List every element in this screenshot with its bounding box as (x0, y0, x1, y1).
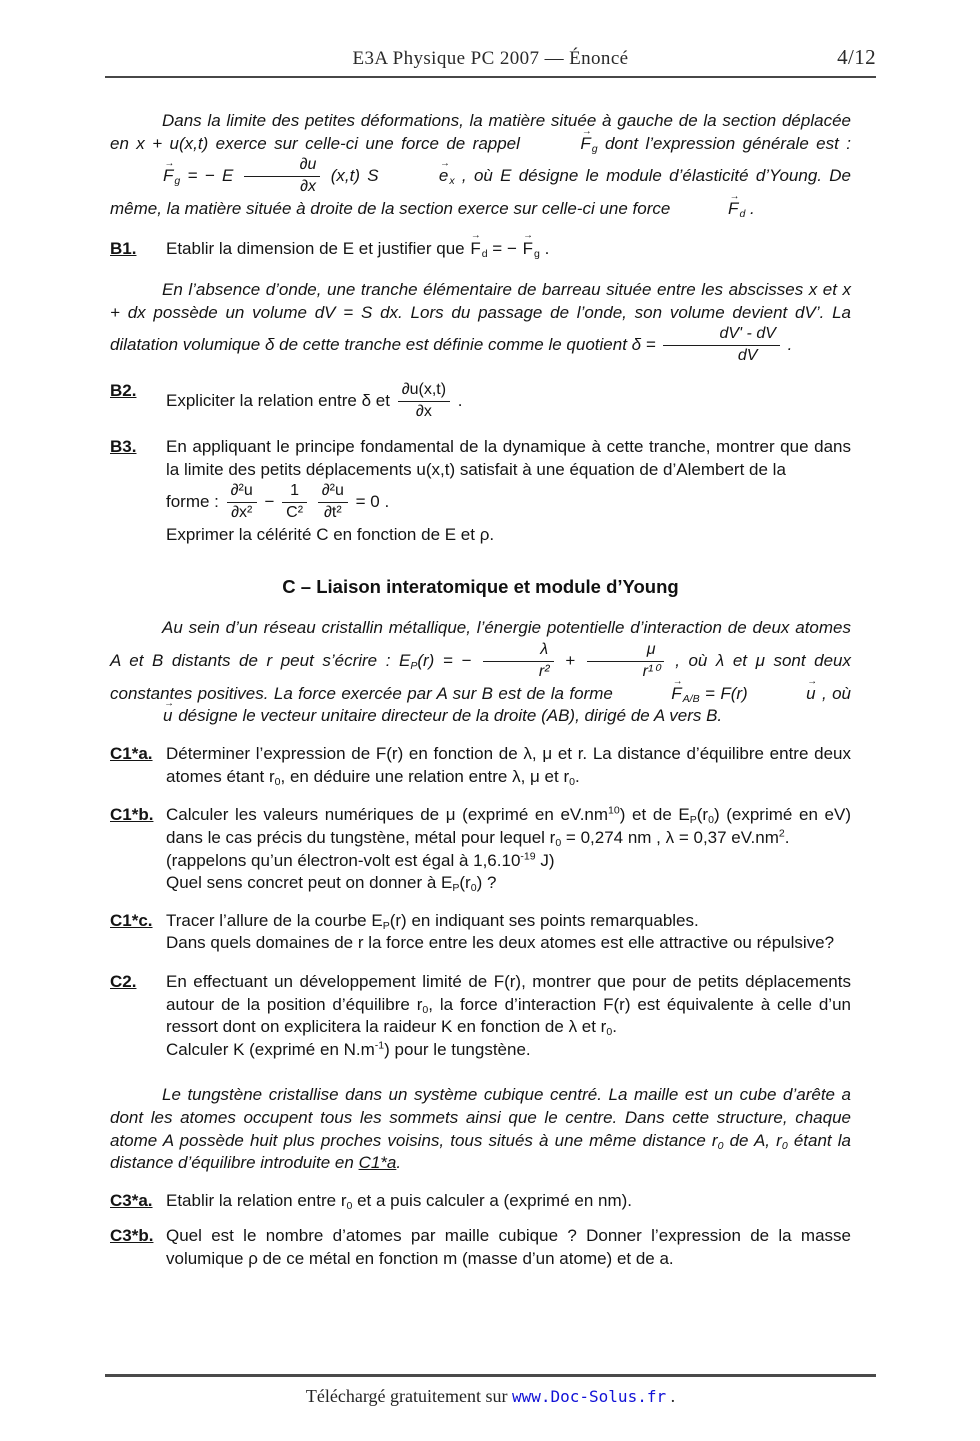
question-c3b (110, 1225, 851, 1270)
intro-elasticity-paragraph: Dans la limite des petites déformations, la matière située à gauche de la section déplacée en x + u(x,t) exerce sur celle-ci une force de rappel $F \to_g$ dont l’expression générale est : $F \to_g$ = − E $\frac{\partial u}{\partial x}$ (x,t) S $e \to_x$ , où E désigne le module d’élasticité d’Young. De même, la matière située à droite de la section exerce sur celle-ci une force $F \to_d$ . (110, 110, 851, 221)
question-c1b (110, 804, 851, 894)
question-body (166, 436, 851, 547)
document-body (110, 88, 851, 1271)
page-header (105, 0, 876, 78)
question-text: Déterminer l’expression de F(r) en fonction de λ, μ et r. La distance d’équilibre entre deux atomes étant $r_0$, en déduire une relation entre λ, μ et $r_0$. (166, 744, 851, 788)
section-c-heading: C – Liaison interatomique et module d’Young (282, 576, 679, 598)
question-b2 (110, 380, 851, 423)
question-body (166, 238, 851, 261)
question-c1a (110, 743, 851, 788)
question-c2 (110, 971, 851, 1061)
question-text: Tracer l’allure de la courbe $E_P(r)$ en indiquant ses points remarquables. (166, 910, 699, 932)
footer-note (105, 1377, 876, 1407)
question-text: Etablir la dimension de E et justifier que $F \to_d$ = − $F \to_g$ . (166, 238, 851, 261)
tungsten-lattice-paragraph: Le tungstène cristallise dans un système cubique centré. La maille est un cube d’arête a dont les atomes occupent tous les sommets ainsi que le centre. Dans cette structure, chaque atome A possède huit plus proches voisins, tous situés à une même distance $r_0$ de A, $r_0$ étant la distance d’équilibre introduite en C1*a. (110, 1085, 851, 1173)
question-text: En appliquant le principe fondamental de la dynamique à cette tranche, montrer que dans la limite des petits déplacements u(x,t) satisfait à une équation de d’Alembert de la (166, 436, 851, 479)
question-label: C1*a. (110, 744, 153, 764)
question-equation: forme : $\frac{\text{∂²u}}{\text{∂x²}}$ − $\frac{1}{\text{C²}}$ $\frac{\text{∂²u}}{\text{∂t²}}$ = 0 . (166, 482, 390, 521)
question-body (166, 971, 851, 1061)
header-rule (105, 76, 876, 78)
question-b1 (110, 238, 851, 261)
question-text: Dans quels domaines de r la force entre les deux atomes est elle attractive ou répulsive? (166, 933, 835, 953)
question-body (166, 1190, 851, 1213)
question-body (166, 380, 851, 423)
question-text: Calculer les valeurs numériques de μ (exprimé en $eV.nm^{10}$) et de $E_P(r_0)$ (exprimé en eV) dans le cas précis du tungstène, métal pour lequel $r_0 = 0,274$ nm , λ = 0,37 $eV.nm^2$. (166, 804, 851, 850)
volume-dilatation-paragraph: En l’absence d’onde, une tranche élémentaire de barreau située entre les abscisses x et x + dx possède un volume dV = S dx. Lors du passage de l’onde, son volume devient dV’. La dilatation volumique δ de cette tranche est définie comme le quotient δ = $\frac{dV' - dV}{dV}$ . (110, 280, 851, 365)
header-title: E3A Physique PC 2007 — Énoncé (352, 48, 629, 69)
question-text: (rappelons qu’un électron-volt est égal à $1,6.10^{-19}$ J) (166, 849, 555, 870)
question-text: Exprimer la célérité C en fonction de E et ρ. (166, 524, 495, 544)
interatomic-energy-paragraph: Au sein d’un réseau cristallin métallique, l’énergie potentielle d’interaction de deux atomes A et B distants de r peut s’écrire : $E_P(r)$ = − $\frac{\lambda}{\text{r²}}$ + $\frac{\mu}{\text{r¹⁰}}$ , où λ et μ sont deux constantes positives. La force exercée par A sur B est de la forme $F \to_{A/B} = F(r) u$ → , où u → désigne le vecteur unitaire directeur de la droite (AB), dirigé de A vers B. (110, 617, 851, 728)
question-c3a (110, 1190, 851, 1213)
doc-solus-link[interactable]: www.Doc-Solus.fr (511, 1387, 667, 1406)
question-text: Expliciter la relation entre δ et $\frac{\partial u(x,t)}{\partial x}$ . (166, 381, 463, 421)
question-label: C2. (110, 971, 137, 991)
question-text: En effectuant un développement limité de F(r), montrer que pour de petits déplacements autour de la position d’équilibre $r_0$, la force d’interaction F(r) est équivalente à celle d’un ressort dont on explicitera la raideur K en fonction de λ et $r_0$. (166, 971, 851, 1039)
question-label: C3*a. (110, 1190, 153, 1210)
header-row (105, 0, 876, 70)
footer-prefix: Téléchargé gratuitement sur (305, 1386, 512, 1406)
question-label: C1*c. (110, 910, 153, 930)
question-text: Quel sens concret peut on donner à $E_P(r_0)$ ? (166, 873, 497, 895)
question-label: C1*b. (110, 805, 154, 825)
question-b3 (110, 436, 851, 547)
question-text: Calculer K (exprimé en $N.m^{-1}$) pour le tungstène. (166, 1039, 531, 1059)
question-text: Quel est le nombre d’atomes par maille cubique ? Donner l’expression de la masse volumique ρ de ce métal en fonction m (masse d’un atome) et de a. (166, 1226, 851, 1269)
question-body (166, 743, 851, 788)
page-number: 4/12 (837, 45, 876, 69)
footer-suffix: . (666, 1386, 676, 1406)
question-label: B1. (110, 238, 137, 258)
question-label: B3. (110, 436, 137, 456)
question-label: B2. (110, 381, 137, 401)
question-body (166, 1225, 851, 1270)
page-footer (105, 1374, 876, 1407)
question-body (166, 910, 851, 955)
question-label: C3*b. (110, 1226, 154, 1246)
question-c1c (110, 910, 851, 955)
question-text: Etablir la relation entre $r_0$ et a puis calculer a (exprimé en nm). (166, 1190, 633, 1212)
question-body (166, 804, 851, 894)
